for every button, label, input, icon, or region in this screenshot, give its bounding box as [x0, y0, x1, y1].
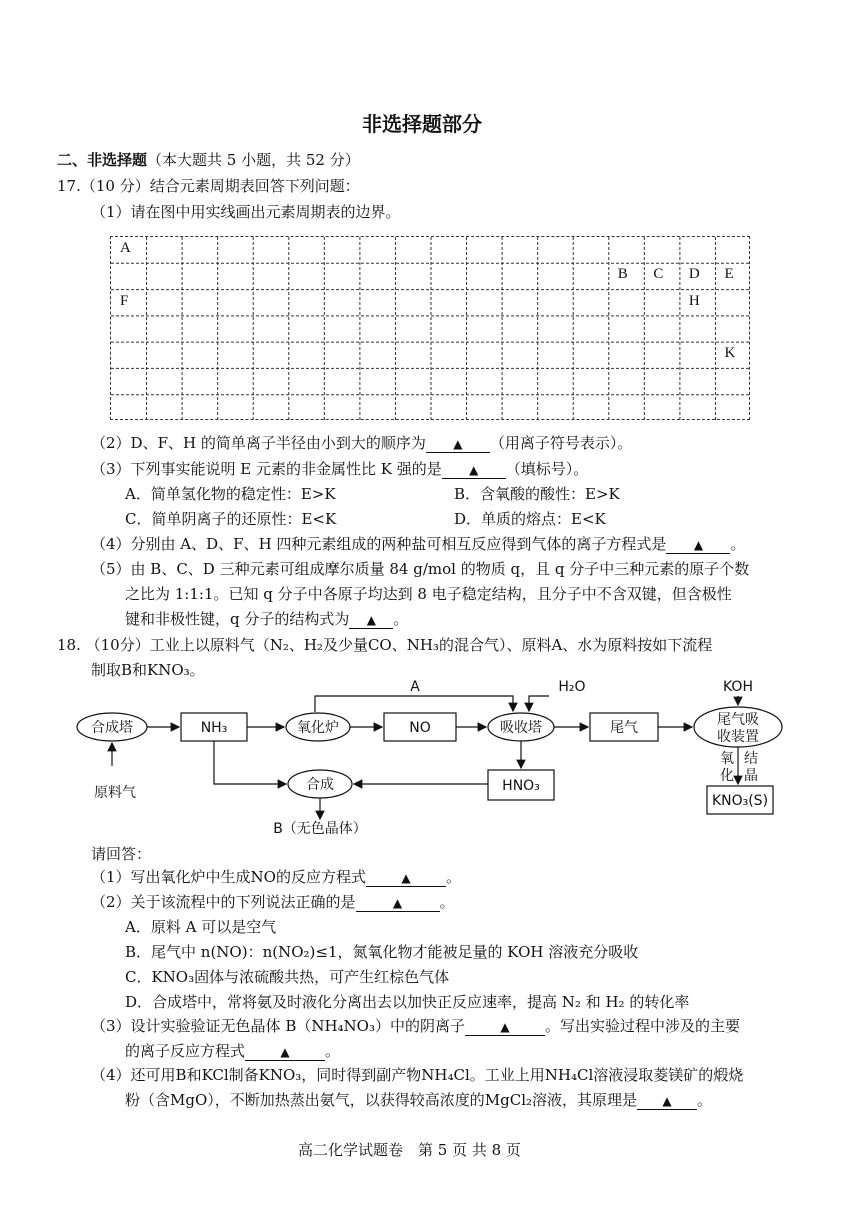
- section-note: （本大题共 5 小题，共 52 分）: [147, 151, 360, 169]
- q18-part3-line2: 的离子反应方程式 ▲ 。: [125, 1042, 341, 1060]
- answer-blank[interactable]: [465, 1019, 545, 1036]
- q18-part3-text: （3）设计实验验证无色晶体 B（NH₄NO₃）中的阴离子: [91, 1017, 465, 1035]
- blank-marker: ▲: [401, 871, 411, 885]
- answer-blank[interactable]: [349, 612, 393, 629]
- answer-blank[interactable]: [442, 462, 506, 479]
- blank-marker: ▲: [366, 613, 376, 627]
- q18-please-answer: 请回答：: [91, 845, 152, 863]
- q17-part5-text: 键和非极性键，q 分子的结构式为: [125, 610, 350, 628]
- q18-head-line1: 18. （10分）工业上以原料气（N₂、H₂及少量CO、NH₃的混合气）、原料A、水为原料按如下流程: [57, 636, 713, 654]
- q18-part1-text: （1）写出氧化炉中生成NO的反应方程式: [91, 868, 366, 886]
- q17-part2-suffix: （用离子符号表示）。: [489, 434, 633, 452]
- q18-part2-text: （2）关于该流程中的下列说法正确的是: [91, 893, 356, 911]
- element-cell-c: C: [653, 266, 664, 283]
- page-footer: 高二化学试题卷 第 5 页 共 8 页: [298, 1141, 521, 1159]
- q18-option-c: C．KNO₃固体与浓硫酸共热，可产生红棕色气体: [125, 968, 450, 986]
- q17-part2: [91, 432, 632, 453]
- label-oxidation-furnace: 氧化炉: [297, 720, 339, 736]
- blank-marker: ▲: [693, 538, 704, 552]
- q18-part4-line1: （4）还可用B和KCl制备KNO₃，同时得到副产物NH₄Cl。工业上用NH₄Cl溶液浸取菱镁矿的煅烧: [91, 1066, 744, 1084]
- blank-marker: ▲: [392, 896, 403, 910]
- q17-part4: （4）分别由 A、D、F、H 四种元素组成的两种盐可相互反应得到气体的离子方程式是 ▲ 。: [91, 535, 746, 553]
- label-water: H₂O: [558, 679, 586, 695]
- q18-head-line2: 制取B和KNO₃。: [91, 661, 205, 679]
- blank-marker: ▲: [500, 1020, 510, 1034]
- section-label: 二、非选择题: [57, 151, 148, 169]
- q17-option-d: D．单质的熔点：E<K: [454, 510, 606, 528]
- q17-part2-text: （2）D、F、H 的简单离子半径由小到大的顺序为: [91, 434, 426, 452]
- element-cell-f: F: [120, 292, 129, 309]
- q17-part3: [91, 458, 588, 479]
- q17-option-c: C．简单阴离子的还原性：E<K: [125, 510, 337, 528]
- blank-marker: ▲: [469, 463, 479, 477]
- label-koh: KOH: [723, 679, 753, 695]
- label-synthesis-tower: 合成塔: [91, 720, 133, 736]
- q18-option-b: B．尾气中 n(NO)：n(NO₂)≤1，氮氧化物才能被足量的 KOH 溶液充分吸收: [125, 943, 639, 961]
- answer-blank[interactable]: [366, 870, 446, 887]
- page-title: 非选择题部分: [362, 112, 482, 136]
- q18-option-d: D．合成塔中，常将氨及时液化分离出去以加快正反应速率，提高 N₂ 和 H₂ 的转化率: [125, 993, 690, 1011]
- q18-part4-text: 粉（含MgO），不断加热蒸出氨气，以获得较高浓度的MgCl₂溶液，其原理是: [125, 1091, 638, 1109]
- label-raw-gas: 原料气: [94, 785, 136, 801]
- label-absorption-tower: 吸收塔: [500, 720, 542, 736]
- element-cell-k: K: [724, 345, 736, 362]
- q18-part3-line2-text: 的离子反应方程式: [125, 1042, 246, 1060]
- q17-part5-line1: （5）由 B、C、D 三种元素可组成摩尔质量 84 g/mol 的物质 q，且 q 分子中三种元素的原子个数: [91, 560, 750, 578]
- q17-part4-text: （4）分别由 A、D、F、H 四种元素组成的两种盐可相互反应得到气体的离子方程式是: [91, 535, 667, 553]
- answer-blank[interactable]: [426, 436, 490, 453]
- q17-option-a: A．简单氢化物的稳定性：E>K: [125, 485, 336, 503]
- label-no: NO: [409, 720, 431, 736]
- q18-option-a: A．原料 A 可以是空气: [125, 918, 277, 936]
- answer-blank[interactable]: [245, 1044, 325, 1061]
- label-hno3: HNO₃: [502, 778, 540, 794]
- label-raw-a: A: [410, 679, 420, 695]
- label-tail-gas-absorber-2: 收装置: [717, 729, 759, 745]
- q17-part1: （1）请在图中用实线画出元素周期表的边界。: [91, 203, 401, 221]
- grid-lines: [111, 237, 751, 421]
- q17-part5-line2: 之比为 1:1:1。已知 q 分子中各原子均达到 8 电子稳定结构，且分子中不含双键，但含极性: [125, 585, 732, 603]
- q17-part5-line3: 键和非极性键，q 分子的结构式为 ▲ 。: [125, 610, 409, 628]
- blank-marker: ▲: [280, 1045, 290, 1059]
- answer-blank[interactable]: [637, 1093, 697, 1110]
- element-cell-b: B: [617, 266, 628, 283]
- label-side-2: 化: [720, 768, 734, 784]
- q18-part4-line2: 粉（含MgO），不断加热蒸出氨气，以获得较高浓度的MgCl₂溶液，其原理是 ▲ 。: [125, 1091, 713, 1109]
- label-side-4: 晶: [744, 768, 758, 784]
- q17-option-b: B．含氧酸的酸性：E>K: [454, 485, 620, 503]
- label-side-1: 氧: [720, 751, 734, 767]
- answer-blank[interactable]: [666, 537, 730, 554]
- q17-part3-text: （3）下列事实能说明 E 元素的非金属性比 K 强的是: [91, 460, 442, 478]
- q18-part2: （2）关于该流程中的下列说法正确的是 ▲ 。: [91, 893, 455, 911]
- label-tail-gas-absorber-1: 尾气吸: [717, 712, 759, 728]
- periodic-table-grid: [110, 236, 750, 420]
- flow-diagram: [75, 676, 795, 836]
- q18-part1: （1）写出氧化炉中生成NO的反应方程式 ▲ 。: [91, 868, 461, 886]
- label-combine: 合成: [306, 777, 334, 793]
- label-kno3: KNO₃(S): [711, 793, 769, 809]
- label-side-3: 结: [744, 751, 758, 767]
- element-cell-h: H: [688, 292, 700, 309]
- label-tail-gas: 尾气: [610, 720, 638, 736]
- q18-part3-suffix: 。写出实验过程中涉及的主要: [545, 1017, 741, 1035]
- section-heading: [57, 149, 360, 170]
- q18-part3-line1: [91, 1015, 740, 1036]
- element-cell-a: A: [120, 240, 131, 256]
- blank-marker: ▲: [662, 1094, 672, 1108]
- label-nh3: NH₃: [200, 720, 228, 736]
- element-cell-d: D: [688, 266, 700, 283]
- q17-part3-suffix: （填标号）。: [505, 460, 589, 478]
- blank-marker: ▲: [453, 437, 463, 451]
- q17-head: 17.（10 分）结合元素周期表回答下列问题：: [57, 177, 360, 195]
- label-product-b: B（无色晶体）: [273, 821, 367, 836]
- element-cell-e: E: [724, 266, 734, 283]
- answer-blank[interactable]: [356, 895, 440, 912]
